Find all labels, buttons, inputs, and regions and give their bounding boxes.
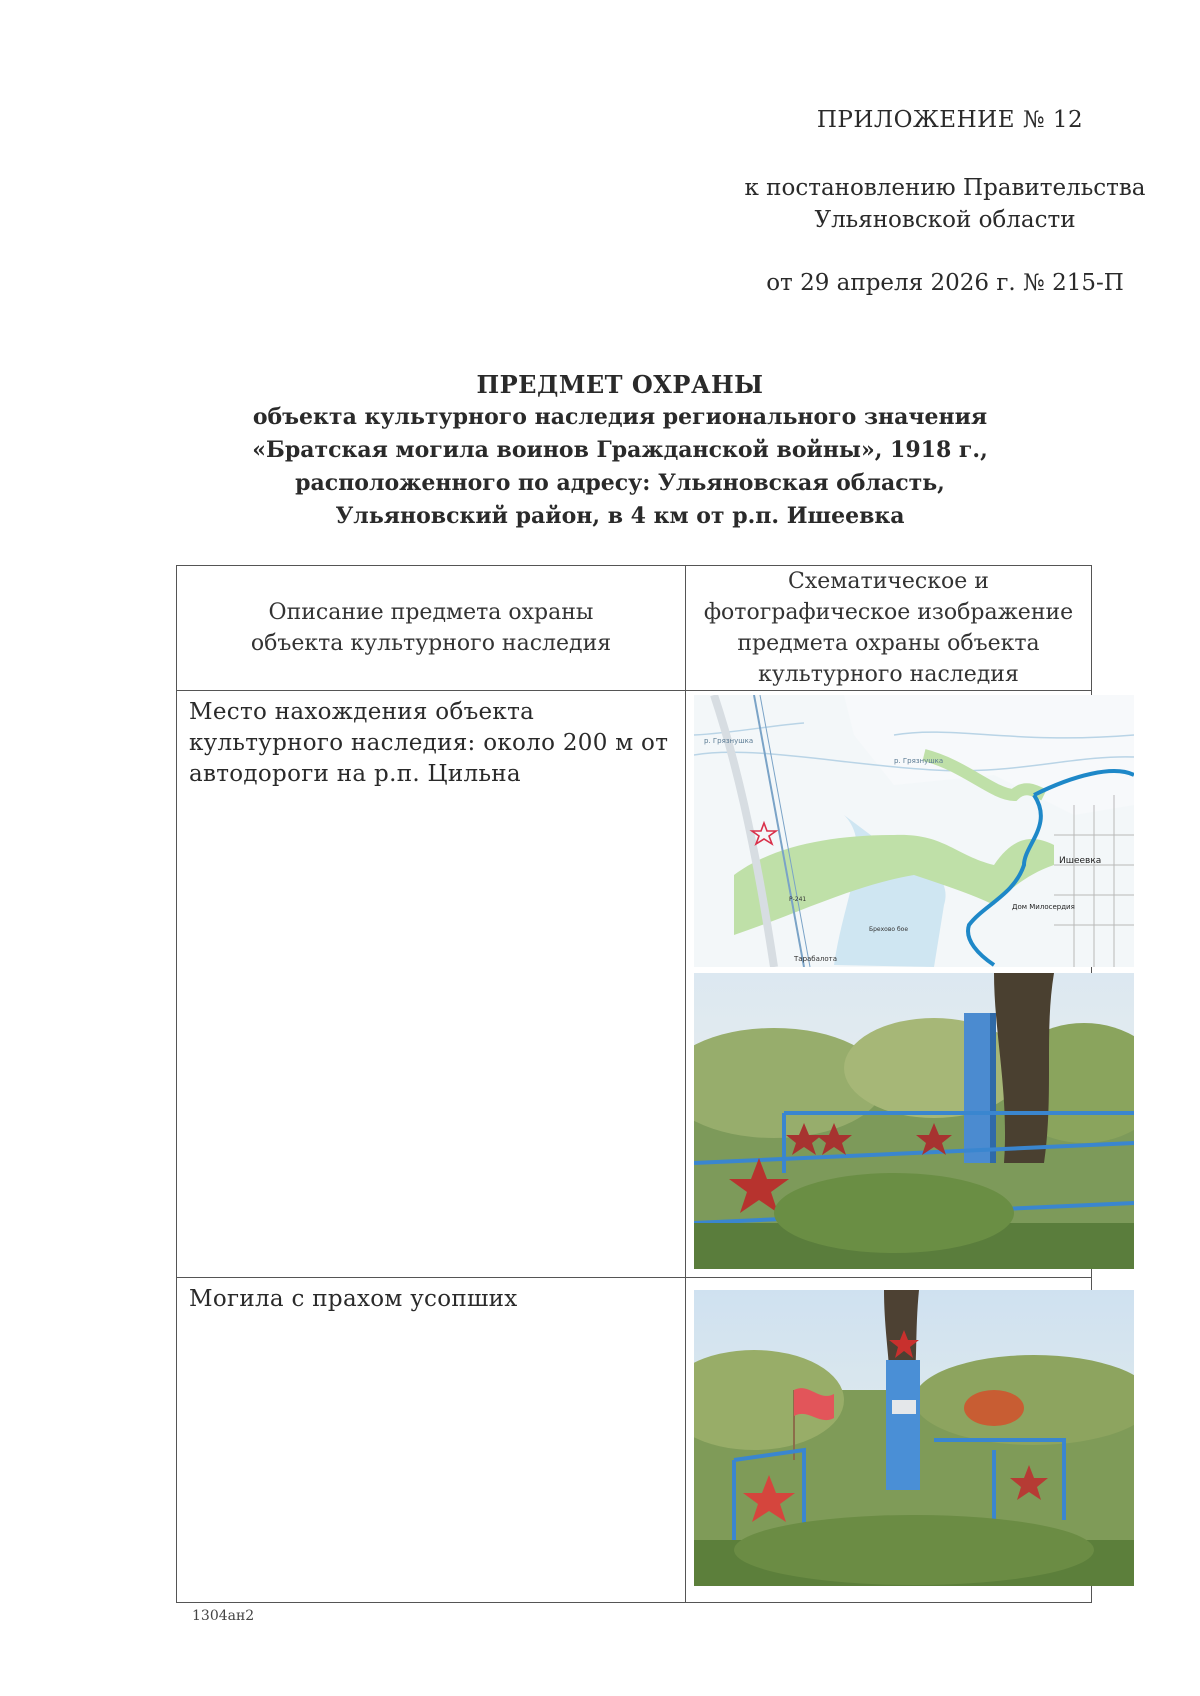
row-images [686, 1278, 1092, 1603]
title-line-2: «Братская могила воинов Гражданской войны», 1918 г., [252, 437, 988, 463]
column-header-image-text: Схематическое и фотографическое изображение предмета охраны объекта культурного наследия [703, 569, 1074, 687]
decree-line-1: к постановлению Правительства [744, 175, 1146, 201]
title-line-1: объекта культурного наследия регионального значения [252, 404, 988, 430]
map-label: р. Грязнушка [894, 757, 944, 765]
title-line-4: Ульяновский район, в 4 км от р.п. Ишеевка [335, 503, 905, 529]
table-row [177, 691, 1092, 1278]
protection-table [176, 565, 1102, 1603]
decree-date: от 29 апреля 2026 г. № 215-П [766, 270, 1124, 296]
table-row [177, 1278, 1092, 1603]
location-map [694, 695, 1134, 967]
map-label: Брехово бое [869, 926, 909, 933]
memorial-photo-1 [694, 973, 1134, 1269]
row-description: Могила с прахом усопших [177, 1278, 686, 1603]
map-label: Р-241 [789, 896, 807, 903]
map-label: Тарабалота [794, 955, 838, 963]
document-title [180, 368, 1060, 533]
row-description: Место нахождения объекта культурного наследия: около 200 м от автодороги на р.п. Цильна [177, 691, 686, 1278]
table-header-row [177, 566, 1092, 691]
decree-reference [735, 172, 1155, 236]
map-label: р. Грязнушка [704, 737, 754, 745]
map-drawing [694, 695, 1134, 967]
appendix-number: ПРИЛОЖЕНИЕ № 12 [816, 107, 1084, 133]
memorial-photo-2 [694, 1290, 1134, 1586]
map-label: Дом Милосердия [1012, 903, 1075, 911]
document-code: 1304ан2 [192, 1608, 255, 1624]
column-header-description [177, 566, 686, 691]
column-header-description-text: Описание предмета охраны объекта культурного наследия [250, 600, 612, 656]
column-header-image [686, 566, 1092, 691]
row-images [686, 691, 1102, 1278]
map-label: Ишеевка [1059, 856, 1102, 866]
title-main: ПРЕДМЕТ ОХРАНЫ [476, 370, 764, 399]
title-line-3: расположенного по адресу: Ульяновская область, [295, 470, 945, 496]
decree-line-2: Ульяновской области [814, 207, 1076, 233]
